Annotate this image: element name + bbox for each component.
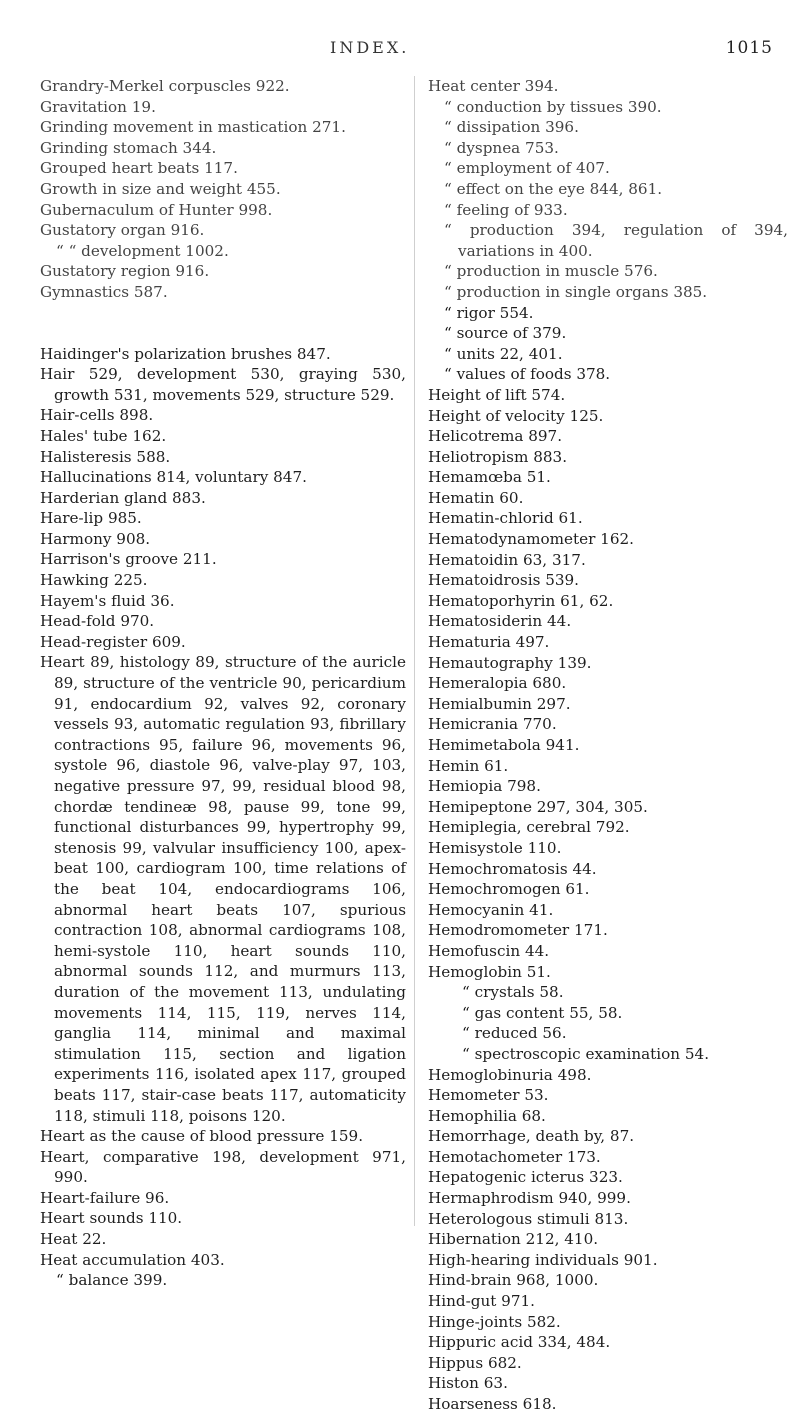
index-entry: Hemimetabola 941. (428, 736, 580, 754)
index-entry: “ dyspnea 753. (444, 138, 559, 157)
index-entry: “ gas content 55, 58. (462, 1003, 623, 1022)
index-entry: Hibernation 212, 410. (428, 1230, 599, 1249)
index-entry: Hippuric acid 334, 484. (428, 1333, 611, 1352)
index-entry: Helicotrema 897. (428, 427, 563, 446)
page-number: 1015 (725, 38, 773, 58)
index-entry: Head-fold 970. (40, 612, 155, 631)
index-entry: “ production 394, regulation of 394, variations in 400. (444, 221, 788, 260)
section-gap (40, 303, 406, 344)
index-entry: Hair 529, development 530, graying 530, growth 531, movements 529, structure 529. (40, 365, 406, 404)
index-entry: Height of velocity 125. (428, 406, 604, 425)
index-entry: “ production in single organs 385. (444, 282, 708, 301)
index-entry: High-hearing individuals 901. (428, 1250, 658, 1269)
index-entry: Hemofuscin 44. (428, 941, 550, 960)
index-entry: Halisteresis 588. (40, 447, 171, 466)
index-entry: Head-register 609. (40, 632, 186, 651)
index-entry: “ values of foods 378. (444, 365, 611, 384)
index-entry: Hayem's fluid 36. (40, 591, 175, 610)
index-entry: Hermaphrodism 940, 999. (428, 1189, 631, 1208)
index-entry: Heart as the cause of blood pressure 159. (40, 1127, 364, 1146)
index-entry: Hemoglobin 51. (428, 962, 551, 981)
index-entry: “ spectroscopic examination 54. (462, 1044, 710, 1063)
index-entry: Hallucinations 814, voluntary 847. (40, 468, 307, 487)
index-entry: Heat accumulation 403. (40, 1250, 225, 1269)
index-entry: Hind-gut 971. (428, 1292, 535, 1311)
running-head: INDEX. (330, 38, 410, 57)
index-entry: Gustatory region 916. (40, 262, 210, 281)
index-entry: Heat 22. (40, 1230, 107, 1249)
index-entry: Haidinger's polarization brushes 847. (40, 344, 331, 363)
index-entry: “ crystals 58. (462, 983, 564, 1002)
index-entry: Gustatory organ 916. (40, 221, 205, 240)
index-entry: “ production in muscle 576. (444, 262, 658, 281)
index-entry: “ units 22, 401. (444, 344, 563, 363)
index-entry: Hippus 682. (428, 1353, 522, 1372)
index-entry: Grinding movement in mastication 271. (40, 118, 346, 137)
index-entry: Hales' tube 162. (40, 426, 167, 445)
index-entry: Hematin-chlorid 61. (428, 509, 583, 528)
index-entry: Grinding stomach 344. (40, 138, 217, 157)
index-entry: Heart 89, histology 89, structure of the auricle 89, structure of the ventricle 90, pericardium 91, endocardium 92, valves 92, coronary vessels 93, automatic regulation 93, fibrillary contractions 95, failure 96, movements 96, systole 96, diastole 96, valve-play 97, 103, negative pressure 97, 99, residual blood 98, chordæ tendineæ 98, pause 99, tone 99, functional disturbances 99, hypertrophy 99, stenosis 99, valvular insufficiency 100, apex-beat 100, cardiogram 100, time relations of the beat 104, endocardiograms 106, abnormal heart beats 107, spurious contraction 108, abnormal cardiograms 108, hemi-systole 110, heart sounds 110, abnormal sounds 112, and murmurs 113, duration of the movement 113, undulating movements 114, 115, 119, nerves 114, ganglia 114, minimal and maximal stimulation 115, section and ligation experiments 116, isolated apex 117, grouped beats 117, stair-case beats 117, automaticity 118, stimuli 118, poisons 120. (40, 653, 406, 1125)
index-entry: Harderian gland 883. (40, 488, 206, 507)
index-entry: Hare-lip 985. (40, 509, 142, 528)
index-column-left (40, 76, 406, 1291)
index-entry: “ balance 399. (56, 1271, 168, 1290)
index-entry: Hind-brain 968, 1000. (428, 1271, 599, 1290)
index-entry: Grouped heart beats 117. (40, 159, 238, 178)
index-entry: Hemiopia 798. (428, 777, 541, 796)
index-entry: Hawking 225. (40, 571, 148, 590)
column-divider (414, 76, 415, 1226)
index-entry: Hemophilia 68. (428, 1106, 546, 1125)
index-entry: Hemotachometer 173. (428, 1147, 601, 1166)
index-entry: Hemicrania 770. (428, 715, 557, 734)
index-entry: “ conduction by tissues 390. (444, 97, 662, 116)
index-entry: Height of lift 574. (428, 385, 566, 404)
index-entry: Hemocyanin 41. (428, 900, 554, 919)
index-entry: Hemorrhage, death by, 87. (428, 1127, 635, 1146)
index-entry: Hepatogenic icterus 323. (428, 1168, 623, 1187)
index-entry: Grandry-Merkel corpuscles 922. (40, 77, 290, 95)
index-entry: Hemautography 139. (428, 653, 592, 672)
index-entry: Hoarseness 618. (428, 1395, 557, 1413)
index-entry: “ rigor 554. (444, 303, 534, 322)
index-entry: Harmony 908. (40, 529, 151, 548)
index-entry: Heterologous stimuli 813. (428, 1209, 629, 1228)
index-entry: “ dissipation 396. (444, 118, 579, 137)
index-entry: Hemiplegia, cerebral 792. (428, 818, 630, 837)
index-entry: Hematuria 497. (428, 633, 550, 652)
index-entry: Hematosiderin 44. (428, 612, 572, 631)
index-entry: Hemochromogen 61. (428, 880, 590, 899)
index-entry: Hemipeptone 297, 304, 305. (428, 797, 648, 816)
index-entry: Heart-failure 96. (40, 1188, 170, 1207)
index-entry: Hair-cells 898. (40, 406, 154, 425)
index-entry: Hemamœba 51. (428, 468, 551, 487)
index-entry: Hematodynamometer 162. (428, 530, 635, 549)
index-entry: Hematoidin 63, 317. (428, 550, 586, 569)
index-entry: Hemisystole 110. (428, 838, 562, 857)
index-entry: Hemialbumin 297. (428, 694, 571, 713)
index-entry: Hemin 61. (428, 756, 509, 775)
index-entry: Hemeralopia 680. (428, 674, 567, 693)
index-entry: Gravitation 19. (40, 97, 156, 116)
index-entry: “ employment of 407. (444, 159, 610, 178)
index-entry: Histon 63. (428, 1374, 508, 1393)
index-entry: Growth in size and weight 455. (40, 179, 281, 198)
index-entry: Hinge-joints 582. (428, 1312, 561, 1331)
index-entry: Hemodromometer 171. (428, 921, 608, 940)
index-entry: Harrison's groove 211. (40, 550, 217, 569)
index-entry: Heart sounds 110. (40, 1209, 183, 1228)
index-entry: Heliotropism 883. (428, 447, 568, 466)
index-entry: Heat center 394. (428, 77, 559, 95)
index-entry: “ “ development 1002. (56, 241, 229, 260)
index-entry: Hematoporhyrin 61, 62. (428, 591, 614, 610)
index-entry: Gymnastics 587. (40, 282, 168, 301)
index-entry: Heart, comparative 198, development 971, 990. (40, 1147, 406, 1187)
index-entry: Hemometer 53. (428, 1086, 549, 1105)
index-entry: “ feeling of 933. (444, 200, 568, 219)
index-entry: Hemochromatosis 44. (428, 859, 597, 878)
index-entry: “ reduced 56. (462, 1024, 567, 1043)
index-entry: “ source of 379. (444, 324, 567, 343)
index-entry: Gubernaculum of Hunter 998. (40, 200, 273, 219)
index-entry: Hematin 60. (428, 488, 524, 507)
page-header (0, 38, 801, 68)
index-entry: Hemoglobinuria 498. (428, 1065, 592, 1084)
index-entry: Hematoidrosis 539. (428, 571, 580, 590)
index-entry: “ effect on the eye 844, 861. (444, 179, 663, 198)
index-column-right (428, 76, 788, 1415)
